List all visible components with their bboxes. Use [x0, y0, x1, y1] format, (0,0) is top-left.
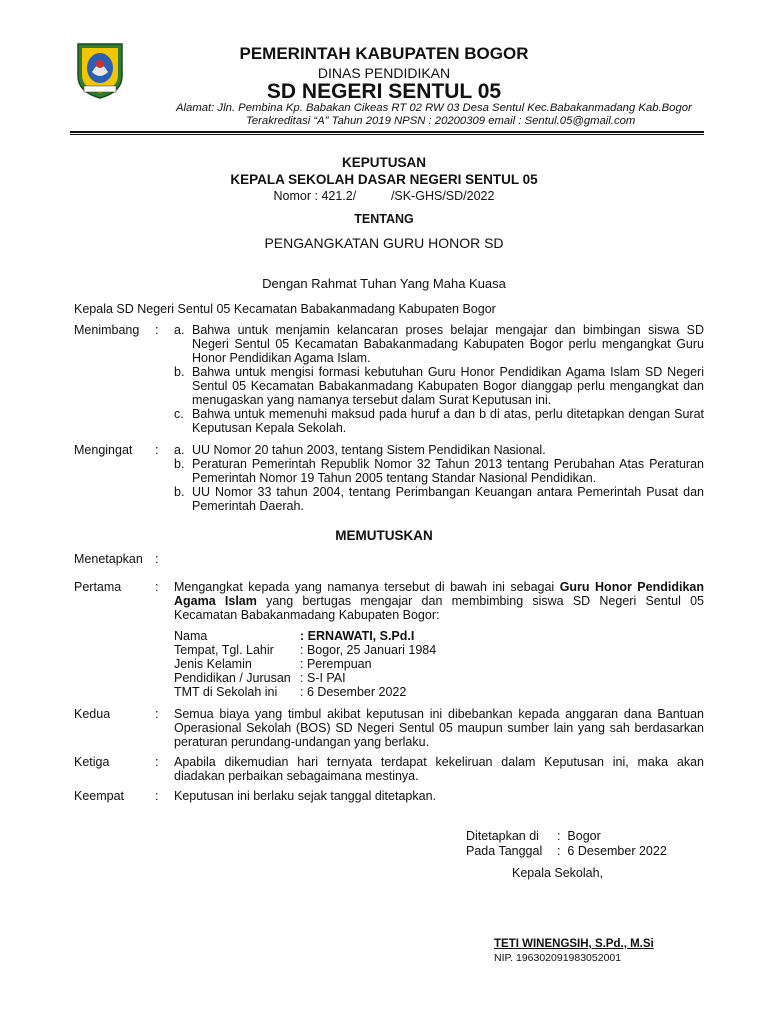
person-row: [174, 629, 414, 643]
address-line: Alamat: Jln. Pembina Kp. Babakan Cikeas RT 02 RW 03 Desa Sentul Kec.Babakanmadang Kab.Bogor: [176, 102, 692, 114]
menetapkan-colon: :: [155, 552, 159, 566]
signatory-nip: NIP. 196302091983052001: [494, 952, 622, 964]
person-row: [174, 643, 436, 657]
header-rule-thin: [70, 134, 704, 135]
person-value: : 6 Desember 2022: [300, 685, 407, 699]
person-value: : S-I PAI: [300, 671, 346, 685]
keempat-label: Keempat: [74, 789, 125, 803]
ketiga-text: Apabila dikemudian hari ternyata terdapat kekeliruan dalam Keputusan ini, maka akan diadakan perbaikan sebagaimana mestinya.: [174, 755, 704, 783]
pertama-text-b: yang bertugas mengajar dan membimbing siswa SD Negeri Sentul 05 Kecamatan Babakanmadang Kabupaten Bogor:: [174, 594, 704, 622]
pertama-label: Pertama: [74, 580, 122, 594]
pertama-text-bold: Guru Honor Pendidikan Agama Islam: [174, 580, 704, 608]
person-row: [174, 657, 372, 671]
mengingat-mark-a: a.: [174, 443, 185, 457]
decree-subject: PENGANGKATAN GURU HONOR SD: [264, 235, 504, 251]
mengingat-mark-b2: b.: [174, 485, 185, 499]
person-value: : Bogor, 25 Januari 1984: [300, 643, 437, 657]
ketiga-colon: :: [155, 755, 159, 769]
keempat-colon: :: [155, 789, 159, 803]
person-value: : Perempuan: [300, 657, 372, 671]
menimbang-mark-b: b.: [174, 365, 185, 379]
person-key: Nama: [174, 629, 208, 643]
org-name: PEMERINTAH KABUPATEN BOGOR: [239, 44, 529, 63]
person-value: : ERNAWATI, S.Pd.I: [300, 629, 415, 643]
pertama-colon: :: [155, 580, 159, 594]
mengingat-item-b: Peraturan Pemerintah Republik Nomor 32 Tahun 2013 tentang Perubahan Atas Peraturan Pemerintah Nomor 19 Tahun 2005 tentang Standar Nasional Pendidikan.: [192, 457, 704, 485]
department-name: DINAS PENDIDIKAN: [317, 65, 451, 81]
menimbang-mark-c: c.: [174, 407, 184, 421]
ketiga-label: Ketiga: [74, 755, 110, 769]
memutuskan-heading: MEMUTUSKAN: [335, 528, 433, 543]
person-key: Tempat, Tgl. Lahir: [174, 643, 274, 657]
person-key: Pendidikan / Jurusan: [174, 671, 291, 685]
pertama-text: [174, 580, 704, 622]
signature-date-value: : 6 Desember 2022: [557, 844, 667, 858]
menimbang-label: Menimbang: [74, 323, 140, 337]
mengingat-item-b2: UU Nomor 33 tahun 2004, tentang Perimbangan Keuangan antara Pemerintah Pusat dan Pemerintah Daerah.: [192, 485, 704, 513]
mengingat-label: Mengingat: [74, 443, 133, 457]
person-key: TMT di Sekolah ini: [174, 685, 278, 699]
decree-number: Nomor : 421.2/ /SK-GHS/SD/2022: [273, 189, 495, 203]
greeting: Dengan Rahmat Tuhan Yang Maha Kuasa: [262, 276, 506, 291]
header-rule: [70, 131, 704, 133]
person-key: Jenis Kelamin: [174, 657, 252, 671]
kedua-colon: :: [155, 707, 159, 721]
school-name: SD NEGERI SENTUL 05: [266, 80, 502, 103]
accreditation-line: Terakreditasi “A” Tahun 2019 NPSN : 20200309 email : Sentul.05@gmail.com: [246, 115, 636, 127]
person-row: [174, 685, 406, 699]
signature-role: Kepala Sekolah,: [512, 866, 604, 880]
decree-issuer: KEPALA SEKOLAH DASAR NEGERI SENTUL 05: [230, 172, 538, 187]
menimbang-item-a: Bahwa untuk menjamin kelancaran proses belajar mengajar dan bimbingan siswa SD Negeri Sentul 05 Kecamatan Babakanmadang Kabupaten Bogor perlu mengangkat Guru Honor Pendidikan Agama Islam.: [192, 323, 704, 365]
mengingat-item-a: UU Nomor 20 tahun 2003, tentang Sistem Pendidikan Nasional.: [192, 443, 546, 457]
signature-place-value: : Bogor: [557, 829, 601, 843]
menimbang-mark-a: a.: [174, 323, 185, 337]
pertama-text-a: Mengangkat kepada yang namanya tersebut di bawah ini sebagai: [174, 580, 560, 594]
menimbang-item-c: Bahwa untuk memenuhi maksud pada huruf a dan b di atas, perlu ditetapkan dengan Surat Keputusan Kepala Sekolah.: [192, 407, 704, 435]
person-row: [174, 671, 346, 685]
menimbang-colon: :: [155, 323, 159, 337]
menetapkan-label: Menetapkan: [74, 552, 143, 566]
mengingat-mark-b: b.: [174, 457, 185, 471]
kedua-label: Kedua: [74, 707, 111, 721]
menimbang-item-b: Bahwa untuk mengisi formasi kebutuhan Guru Honor Pendidikan Agama Islam SD Negeri Sentul 05 Kecamatan Babakanmadang Kabupaten Bogor dianggap perlu mengangkat dan menugaskan yang namanya tersebut dalam Surat Keputusan ini.: [192, 365, 704, 407]
intro-line: Kepala SD Negeri Sentul 05 Kecamatan Babakanmadang Kabupaten Bogor: [74, 302, 496, 316]
decree-heading: KEPUTUSAN: [341, 155, 426, 170]
signatory-name: TETI WINENGSIH, S.Pd., M.Si: [494, 938, 654, 950]
keempat-text: Keputusan ini berlaku sejak tanggal ditetapkan.: [174, 789, 436, 803]
kedua-text: Semua biaya yang timbul akibat keputusan ini dibebankan kepada anggaran dana Bantuan Operasional Sekolah (BOS) SD Negeri Sentul 05 maupun sumber lain yang sah berdasarkan peraturan perundang-undangan yang berlaku.: [174, 707, 704, 749]
tentang-heading: TENTANG: [354, 212, 414, 226]
signature-place-label: Ditetapkan di: [466, 829, 539, 843]
signature-date-label: Pada Tanggal: [466, 844, 543, 858]
mengingat-colon: :: [155, 443, 159, 457]
